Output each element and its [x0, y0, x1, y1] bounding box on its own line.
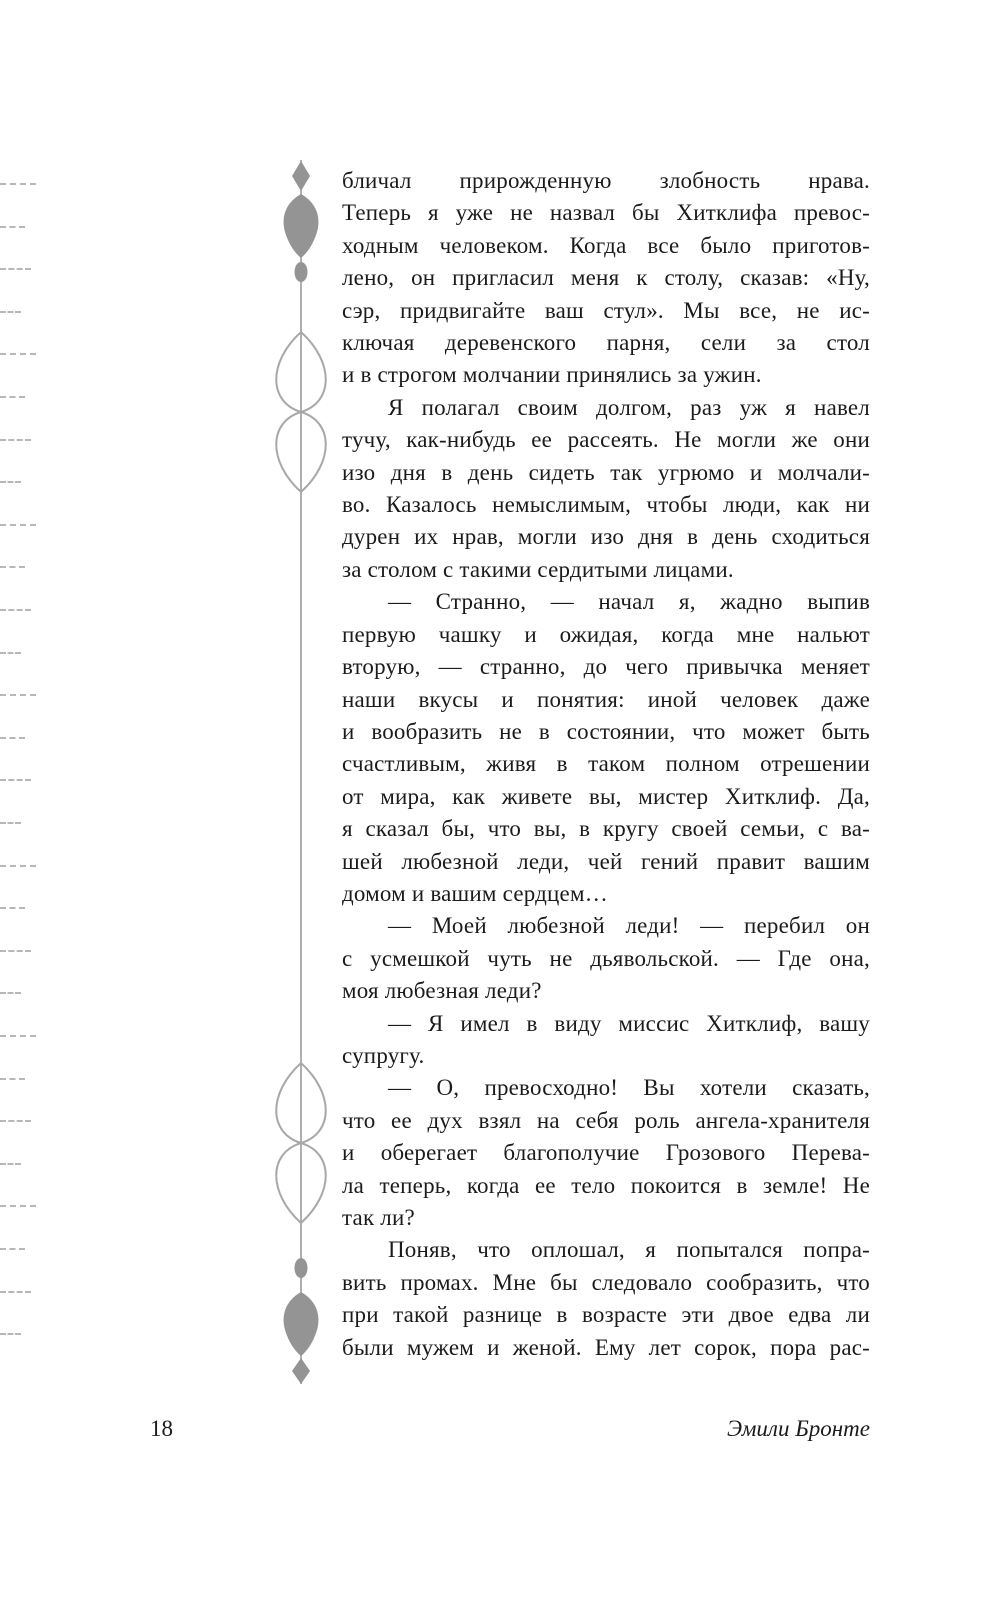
paragraph [342, 1008, 870, 1073]
text-line: ключая деревенского парня, сели за стол [342, 330, 870, 356]
text-line: так ли? [342, 1205, 415, 1230]
text-line: ходным человеком. Когда все было приготов- [342, 232, 870, 258]
text-line: — О, превосходно! Вы хотели сказать, [388, 1075, 870, 1101]
text-line: что ее дух взял на себя роль ангела-хранителя [342, 1107, 870, 1133]
text-line: и в строгом молчании принялись за ужин. [342, 362, 762, 388]
text-line: и вообразить не в состоянии, что может быть [342, 718, 870, 744]
text-line: первую чашку и ожидая, когда мне нальют [342, 621, 870, 647]
body-text [342, 165, 870, 1364]
text-line: от мира, как живете вы, мистер Хитклиф. Да, [342, 783, 870, 809]
text-line: вить промах. Мне бы следовало сообразить, что [342, 1269, 870, 1295]
paragraph [342, 586, 870, 910]
paragraph [342, 1234, 870, 1364]
text-line: наши вкусы и понятия: иной человек даже [342, 686, 870, 712]
running-author: Эмили Бронте [727, 1416, 870, 1441]
text-line: бличал прирожденную злобность нрава. [342, 168, 870, 193]
text-line: супругу. [342, 1042, 425, 1068]
bottom-finial-icon [284, 1258, 319, 1384]
text-line: шей любезной леди, чей гений правит вашим [342, 848, 870, 874]
text-line: за столом с такими сердитыми лицами. [342, 556, 734, 582]
text-line: с усмешкой чуть не дьявольской. — Где она, [342, 945, 870, 971]
paragraph [342, 392, 870, 586]
text-line: и оберегает благополучие Грозового Перева- [342, 1140, 870, 1166]
text-line: во. Казалось немыслимым, чтобы люди, как ни [342, 492, 870, 518]
paragraph [342, 910, 870, 1007]
text-line: при такой разнице в возрасте эти двое едва ли [342, 1302, 870, 1328]
text-line: вторую, — странно, до чего привычка меняет [342, 654, 870, 680]
text-line: изо дня в день сидеть так угрюмо и молчали- [342, 459, 870, 485]
text-line: ла теперь, когда ее тело покоится в земле! Не [342, 1172, 870, 1198]
text-line: тучу, как-нибудь ее рассеять. Не могли же они [342, 427, 870, 453]
text-line: дурен их нрав, могли изо дня в день сходиться [342, 524, 870, 550]
text-line: — Странно, — начал я, жадно выпив [388, 589, 870, 615]
paragraph [342, 1072, 870, 1234]
page-number: 18 [150, 1416, 173, 1441]
text-line: моя любезная леди? [342, 978, 542, 1004]
text-line: я сказал бы, что вы, в кругу своей семьи, с ва- [342, 816, 870, 842]
text-line: Теперь я уже не назвал бы Хитклифа превос- [342, 200, 870, 226]
text-line: Поняв, что оплошал, я попытался попра- [388, 1237, 870, 1263]
text-line: были мужем и женой. Ему лет сорок, пора рас- [342, 1334, 870, 1360]
page-footer [150, 1416, 870, 1442]
paragraph [342, 165, 870, 392]
text-line: лено, он пригласил меня к столу, сказав: «Ну, [342, 265, 870, 291]
text-line: — Я имел в виду миссис Хитклиф, вашу [388, 1010, 870, 1036]
text-line: сэр, придвигайте ваш стул». Мы все, не ис- [342, 297, 870, 323]
text-line: Я полагал своим долгом, раз уж я навел [388, 394, 870, 420]
text-line: счастливым, живя в таком полном отрешении [342, 751, 870, 777]
top-finial-icon [284, 161, 319, 282]
text-line: домом и вашим сердцем… [342, 880, 608, 906]
text-line: — Моей любезной леди! — перебил он [388, 913, 870, 939]
